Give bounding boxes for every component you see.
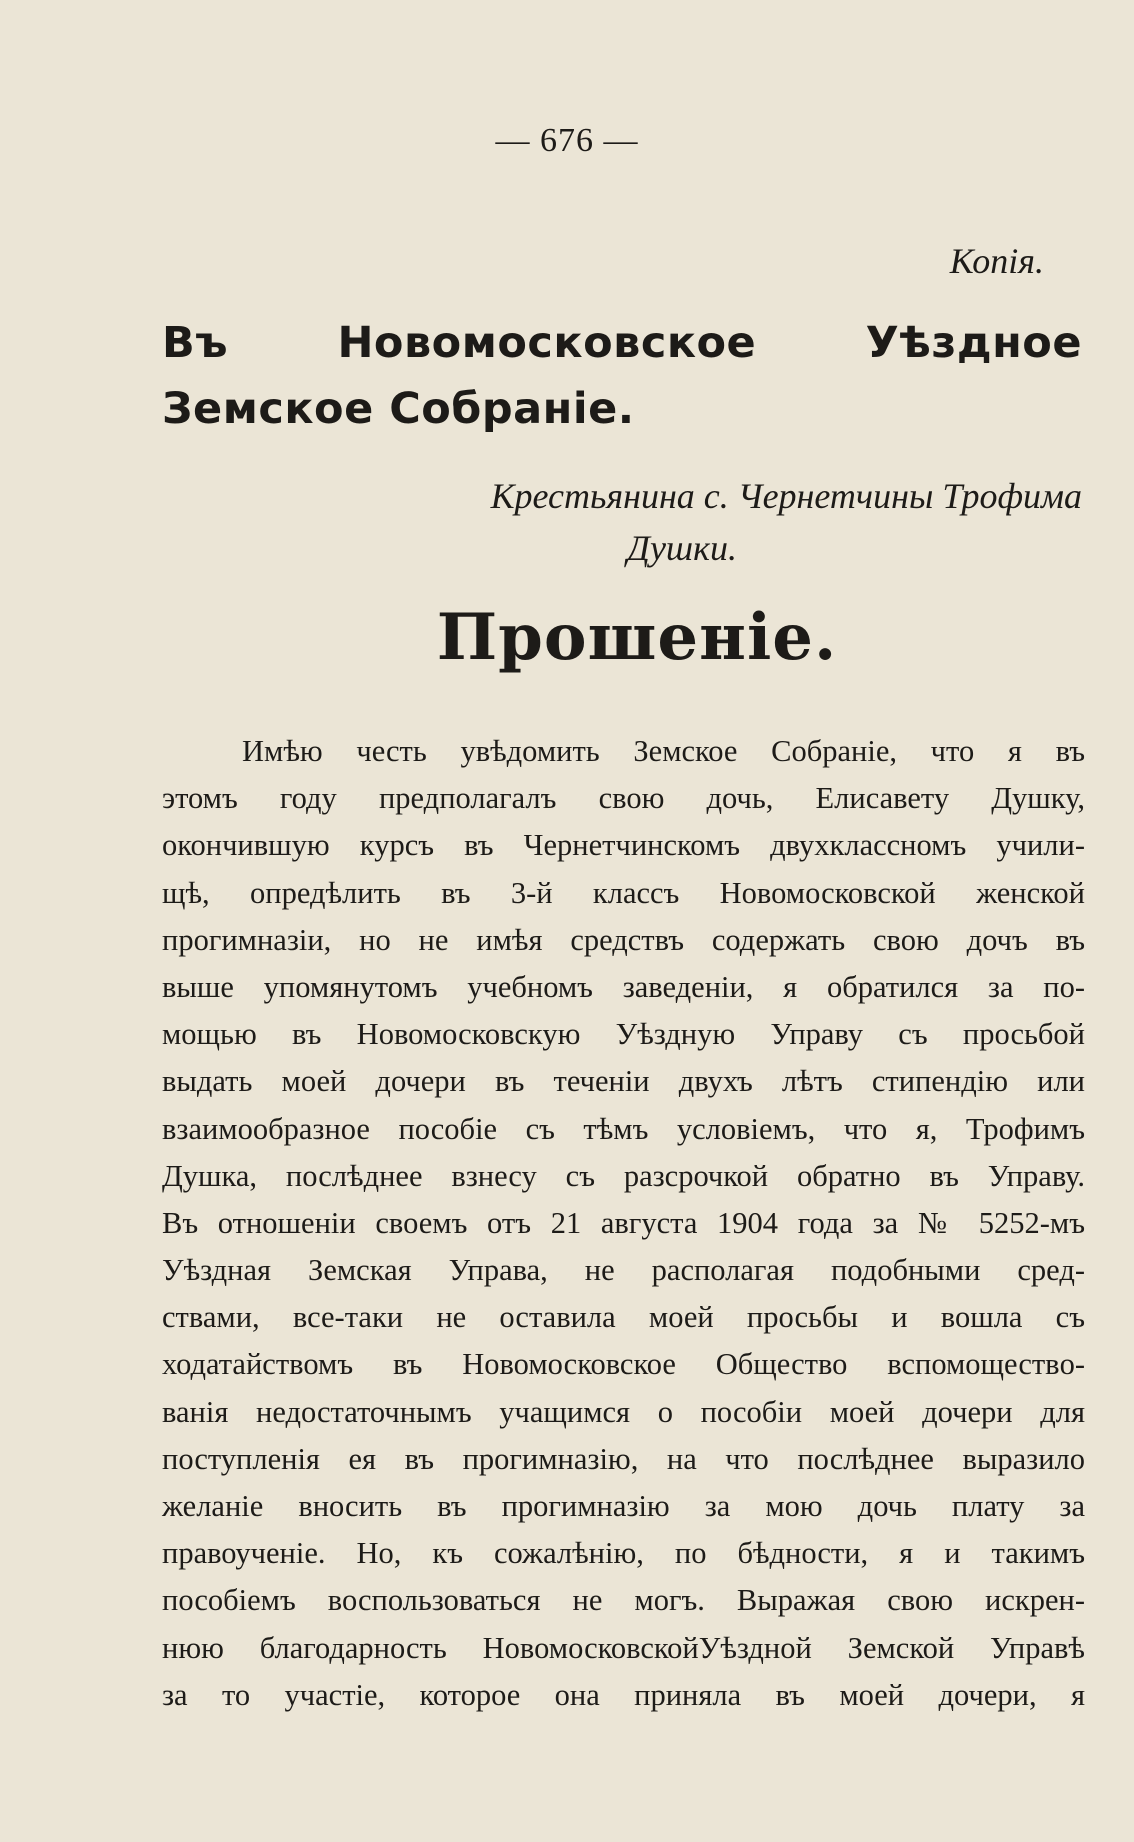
petition-body [162, 728, 1085, 1719]
sender-line-2: Душки. [627, 528, 737, 568]
body-line: Имѣю честь увѣдомить Земское Собраніе, что я въ [242, 734, 1085, 768]
body-line: ванія недостаточнымъ учащимся о пособіи моей дочери для [162, 1394, 1085, 1429]
body-line: пособіемъ воспользоваться не могъ. Выражая свою искрен- [162, 1583, 1085, 1618]
copy-label: Копія. [949, 241, 1044, 281]
body-line: Душка, послѣднее взнесу съ разсрочкой обратно въ Управу. [162, 1158, 1085, 1193]
body-line: окончившую курсъ въ Чернетчинскомъ двухклассномъ учили- [162, 828, 1085, 863]
body-line: нюю благодарность НовомосковскойУѣздной Земской Управѣ [162, 1630, 1085, 1665]
body-line: за то участіе, которое она приняла въ моей дочери, я [162, 1677, 1085, 1712]
sender-line-1: Крестьянина с. Чернетчины Трофима [490, 476, 1082, 516]
body-line: Въ отношеніи своемъ отъ 21 августа 1904 года за № 5252-мъ [162, 1205, 1085, 1240]
body-line: правоученіе. Но, къ сожалѣнію, по бѣдности, я и такимъ [162, 1536, 1085, 1571]
body-line: желаніе вносить въ прогимназію за мою дочь плату за [162, 1489, 1085, 1523]
body-line: прогимназіи, но не имѣя средствъ содержать свою дочъ въ [162, 922, 1085, 957]
sender-block [162, 470, 1082, 574]
addressee-heading: Въ Новомосковское Уѣздное Земское Собраніе. [162, 318, 1082, 434]
body-line: мощью въ Новомосковскую Уѣздную Управу съ просьбой [162, 1017, 1085, 1052]
body-line: ствами, все-таки не оставила моей просьбы и вошла съ [162, 1300, 1085, 1335]
body-line: этомъ году предполагалъ свою дочь, Елисавету Душку, [162, 781, 1085, 816]
body-line: поступленія ея въ прогимназію, на что послѣднее выразило [162, 1441, 1085, 1476]
body-line: щѣ, опредѣлить въ 3-й классъ Новомосковской женской [162, 875, 1085, 910]
body-line: ходатайствомъ въ Новомосковское Общество вспомоществo- [162, 1347, 1085, 1382]
body-line: выше упомянутомъ учебномъ заведеніи, я обратился за по- [162, 969, 1085, 1004]
body-line: Уѣздная Земская Управа, не располагая подобными сред- [162, 1253, 1085, 1288]
page-number: — 676 — [495, 122, 639, 159]
body-line: выдать моей дочери въ теченіи двухъ лѣтъ стипендію или [162, 1064, 1085, 1099]
body-line: взаимообразное пособіе съ тѣмъ условіемъ, что я, Трофимъ [162, 1111, 1085, 1146]
document-title: Прошеніе. [436, 600, 838, 675]
